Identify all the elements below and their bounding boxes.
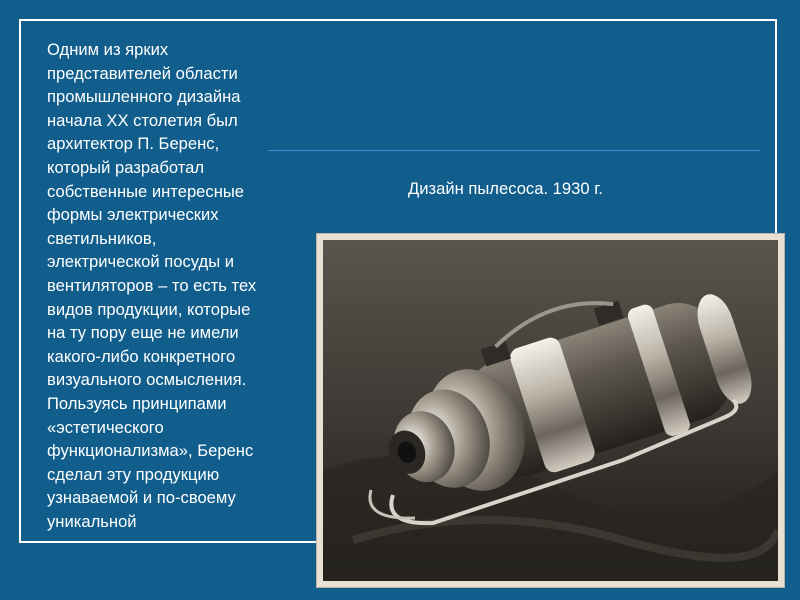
vacuum-cleaner-photo: [317, 234, 784, 587]
photo-caption: Дизайн пылесоса. 1930 г.: [408, 179, 603, 198]
slide-body-text: Одним из ярких представителей области промышленного дизайна начала XX столетия был архитектор П. Беренс, который разработал собственные интересные формы электрических светильников, электрической посуды и вентиляторов – то есть тех видов продукции, которые на ту пору еще не имели какого-либо конкретного визуального осмысления. Пользуясь принципами «эстетического функционализма», Беренс сделал эту продукцию узнаваемой и по-своему уникальной: [47, 40, 257, 531]
vacuum-cleaner-image: [323, 240, 778, 581]
divider-line: [268, 150, 760, 151]
